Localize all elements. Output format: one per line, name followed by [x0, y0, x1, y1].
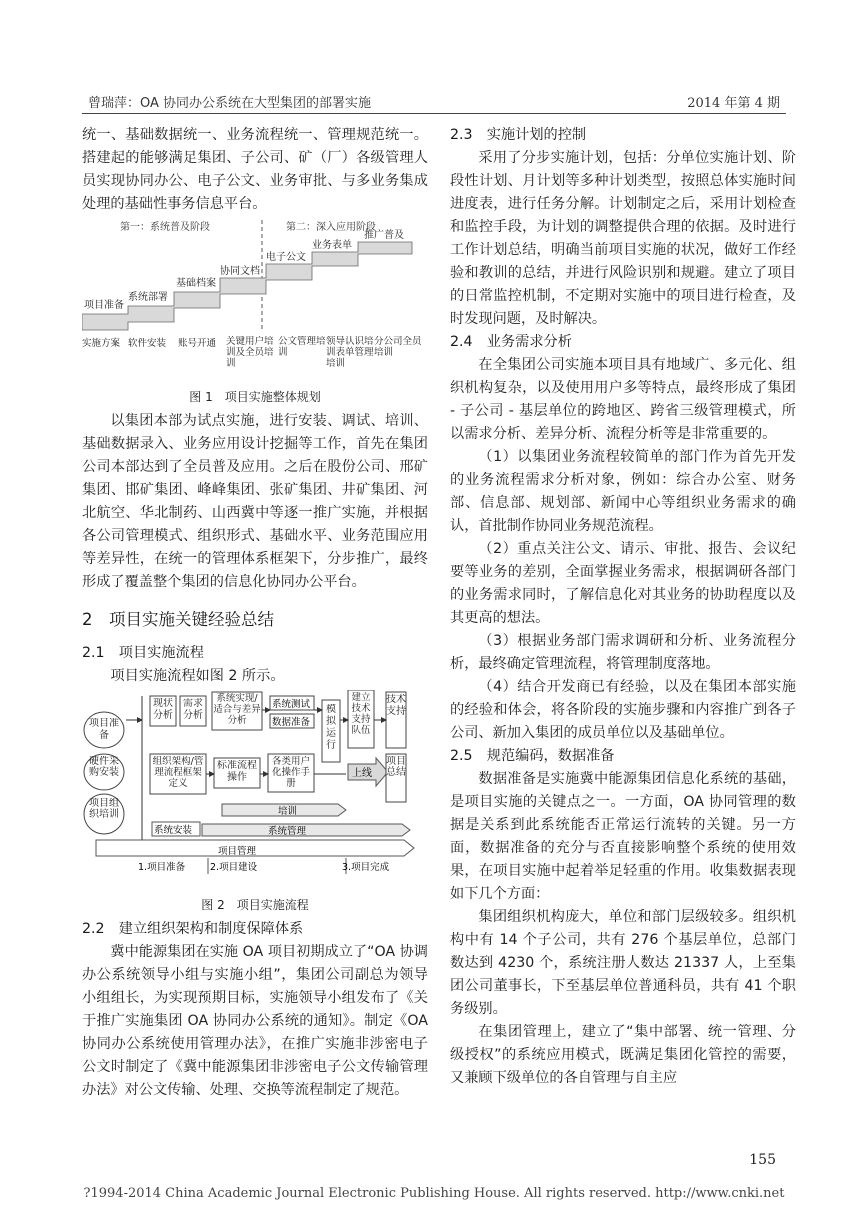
subsection-heading: 2.2 建立组织架构和制度保障体系: [82, 921, 304, 937]
paragraph: 在全集团公司实施本项目具有地域广、多元化、组织机构复杂，以及使用用户多等特点，最终形成了集团 - 子公司 - 基层单位的跨地区、跨省三级管理模式，所以需求分析、差异分析、流程分析等是非常重要的。: [450, 357, 796, 442]
running-header-issue: 2014 年第 4 期: [687, 96, 780, 111]
phase-task-label: 领导认识培训表单管理培训: [326, 336, 374, 369]
phase1-label: 第一：系统普及阶段: [120, 222, 210, 233]
figure-1-caption: 图 1 项目实施整体规划: [189, 390, 321, 404]
box-label: 组织架构/管理流程框架定义: [152, 756, 204, 789]
box-label: 系统实现/适合与差异分析: [213, 693, 261, 726]
phase-task-label-wrap: [226, 336, 276, 378]
phase-task-label: 软件安装: [128, 338, 167, 349]
paragraph: 集团组织机构庞大，单位和部门层级较多。组织机构中有 14 个子公司，共有 276 个基层单位，总部门数达到 4230 个，系统注册人数达 21337 人，上至集团公司董事长，下至基层单位普通科员，共有 41 个职务级别。: [450, 909, 796, 1017]
left-column: [82, 124, 428, 1102]
phase2-label: 第二：深入应用阶段: [286, 222, 376, 233]
box-label: 数据准备: [272, 717, 311, 728]
bar-label: 系统安装: [154, 825, 193, 836]
figure-2: [82, 690, 428, 894]
paragraph: 冀中能源集团在实施 OA 项目初期成立了“OA 协调办公系统领导小组与实施小组”，集团公司副总为领导小组组长，为实现预期目标，实施领导小组发布了《关于推广实施集团 OA 协同办公系统的通知》。制定《OA 协同办公系统使用管理办法》，在推广实施非涉密电子公文时制定了《冀中能源集团非涉密电子公文传输管理办法》对公文传输、处理、交换等流程制定了规范。: [82, 944, 428, 1098]
phase-task-label-wrap: [326, 336, 376, 378]
phase-task-label: 分公司全员培训: [374, 336, 422, 358]
section-heading: 2 项目实施关键经验总结: [82, 610, 274, 629]
milestone-label: 1.项目准备: [138, 862, 186, 873]
box-label: 系统测试: [272, 699, 311, 710]
milestone-label: 2.项目建设: [210, 862, 258, 873]
header-rule: [82, 113, 786, 114]
node-label: 硬件采购安装: [89, 756, 119, 778]
running-header-title: 曾瑞萍：OA 协同办公系统在大型集团的部署实施: [88, 96, 372, 111]
paragraph: 以集团本部为试点实施，进行安装、调试、培训、基础数据录入、业务应用设计挖掘等工作，首先在集团公司本部达到了全员普及应用。之后在股份公司、邢矿集团、邯矿集团、峰峰集团、张矿集团、井矿集团、河北航空、华北制药、山西冀中等逐一推广实施，并根据各公司管理模式、组织形式、基础水平、业务范围应用等差异性，在统一的管理体系框架下，分步推广，最终形成了覆盖整个集团的信息化协同办公平台。: [82, 413, 428, 590]
intro-paragraph: 统一、基础数据统一、业务流程统一、管理规范统一。搭建起的能够满足集团、子公司、矿（厂）各级管理人员实现协同办公、电子公文、业务审批、与多业务集成处理的基础性事务信息平台。: [82, 127, 428, 212]
figure-1: [82, 218, 428, 386]
page-number: 155: [749, 1152, 776, 1168]
list-item: （4）结合开发商已有经验，以及在集团本部实施的经验和体会，将各阶段的实施步骤和内容推广到各子公司、新加入集团的成员单位以及基础单位。: [450, 679, 796, 741]
step-label: 协同文档: [220, 266, 260, 277]
phase-task-label: 账号开通: [178, 338, 217, 349]
figure-2-caption: 图 2 项目实施流程: [201, 898, 309, 912]
box-label: 标准流程操作: [217, 760, 257, 783]
box-label: 需求分析: [183, 698, 203, 721]
bar-label: 培训: [278, 806, 298, 817]
step-label: 系统部署: [128, 292, 168, 303]
right-column: [450, 124, 796, 1090]
paragraph: 数据准备是实施冀中能源集团信息化系统的基础，是项目实施的关键点之一。一方面，OA 协同管理的数据是关系到此系统能否正常运行流转的关键。另一方面，数据准备的充分与否直接影响整个系统的使用效果，在项目实施中起着举足轻重的作用。收集数据表现如下几个方面：: [450, 771, 796, 902]
list-item: （3）根据业务部门需求调研和分析、业务流程分析，最终确定管理流程，将管理制度落地。: [450, 633, 796, 672]
box-label: 上线: [352, 768, 372, 779]
box-label: 技术支持: [386, 694, 406, 717]
step-label: 推广普及: [364, 230, 404, 241]
box-label: 建立技术支持队伍: [351, 692, 371, 736]
list-item: （1）以集团业务流程较简单的部门作为首先开发的业务流程需求分析对象，例如：综合办公室、财务部、信息部、规划部、新闻中心等组织业务需求的确认，首批制作协同业务规范流程。: [450, 449, 796, 534]
box-label: 项目总结: [386, 756, 406, 778]
subsection-heading: 2.4 业务需求分析: [450, 334, 572, 350]
phase-task-label: 关键用户培训及全员培训: [226, 336, 274, 369]
box-label: 各类用户化操作手册: [271, 756, 310, 789]
step-label: 基础档案: [176, 278, 216, 289]
step-label: 电子公文: [266, 252, 306, 263]
step-label: 业务表单: [312, 240, 352, 251]
box-label: 现状分析: [153, 698, 173, 721]
milestone-label: 3.项目完成: [342, 862, 390, 873]
phase-task-label: 实施方案: [82, 338, 121, 349]
copyright-footer: ?1994-2014 China Academic Journal Electronic Publishing House. All rights reserved. http://www.cnki.net: [83, 1186, 785, 1201]
node-label: 项目组织培训: [89, 798, 119, 820]
box-label: 模拟运行: [326, 704, 336, 751]
phase-task-label-wrap: [374, 336, 428, 378]
paragraph: 项目实施流程如图 2 所示。: [110, 668, 285, 684]
subsection-heading: 2.5 规范编码，数据准备: [450, 748, 615, 764]
phase-task-label: 公文管理培训: [278, 336, 326, 358]
staircase-shape: [82, 242, 412, 330]
node-label: 项目准备: [89, 718, 119, 741]
subsection-heading: 2.3 实施计划的控制: [450, 127, 587, 143]
subsection-heading: 2.1 项目实施流程: [82, 645, 204, 661]
bar-label: 系统管理: [268, 826, 307, 837]
paragraph: 采用了分步实施计划，包括：分单位实施计划、阶段性计划、月计划等多种计划类型，按照总体实施时间进度表，进行任务分解。计划制定之后，采用计划检查和监控手段，为计划的调整提供合理的依据。及时进行工作计划总结，明确当前项目实施的状况，做好工作经验和教训的总结，并进行风险识别和规避。建立了项目的日常监控机制，不定期对实施中的项目进行检查，及时发现问题，及时解决。: [450, 150, 796, 327]
figure-1-diagram: [82, 218, 428, 378]
phase-task-label-wrap: [278, 336, 328, 378]
list-item: （2）重点关注公文、请示、审批、报告、会议纪要等业务的差别，全面掌握业务需求，根据调研各部门的业务需求同时，了解信息化对其业务的协助程度以及其更高的想法。: [450, 541, 796, 626]
bar-label: 项目管理: [218, 846, 257, 857]
paragraph: 在集团管理上，建立了“集中部署、统一管理、分级授权”的系统应用模式，既满足集团化管控的需要，又兼顾下级单位的各自管理与自主应: [450, 1024, 796, 1086]
step-label: 项目准备: [84, 300, 124, 311]
figure-2-diagram: [82, 690, 428, 886]
